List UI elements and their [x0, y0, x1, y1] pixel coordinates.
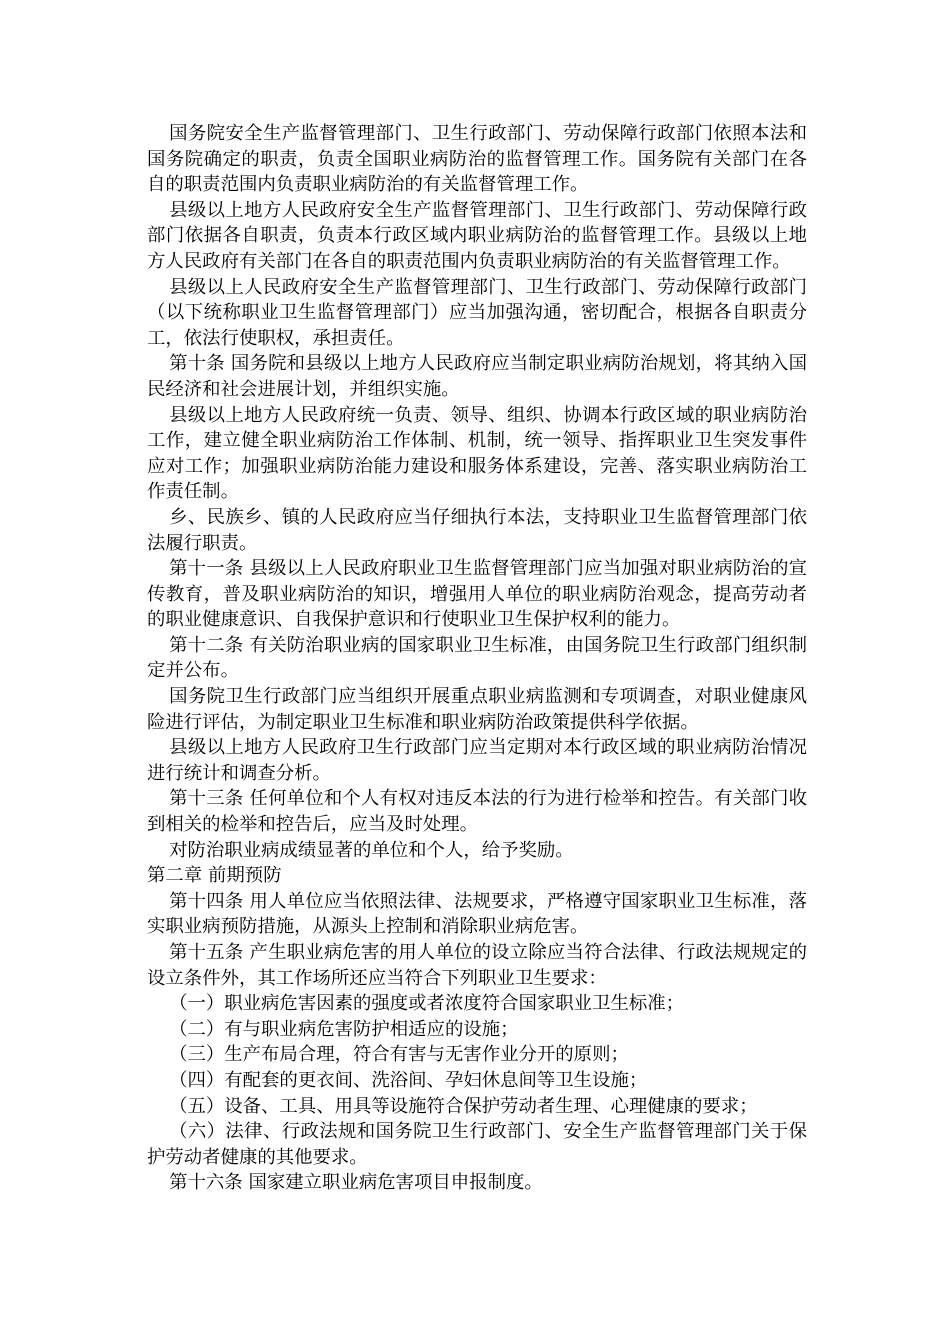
- paragraph: 县级以上地方人民政府统一负责、领导、组织、协调本行政区域的职业病防治工作，建立健全职业病防治工作体制、机制，统一领导、指挥职业卫生突发事件应对工作；加强职业病防治能力建设和服务体系建设，完善、落实职业病防治工作责任制。: [147, 404, 807, 503]
- list-item: （三）生产布局合理，符合有害与无害作业分开的原则；: [169, 1044, 629, 1066]
- paragraph: 县级以上人民政府安全生产监督管理部门、卫生行政部门、劳动保障行政部门（以下统称职业卫生监督管理部门）应当加强沟通，密切配合，根据各自职责分工，依法行使职权，承担责任。: [147, 276, 807, 349]
- paragraph: 国务院卫生行政部门应当组织开展重点职业病监测和专项调查，对职业健康风险进行评估，为制定职业卫生标准和职业病防治政策提供科学依据。: [147, 686, 807, 733]
- chapter-heading: 第二章 前期预防: [147, 865, 282, 887]
- article-14: 第十四条 用人单位应当依照法律、法规要求，严格遵守国家职业卫生标准，落实职业病预防措施，从源头上控制和消除职业病危害。: [147, 890, 807, 938]
- list-item: （一）职业病危害因素的强度或者浓度符合国家职业卫生标准；: [169, 993, 685, 1015]
- paragraph: 乡、民族乡、镇的人民政府应当仔细执行本法，支持职业卫生监督管理部门依法履行职责。: [147, 506, 807, 554]
- paragraph: 县级以上地方人民政府安全生产监督管理部门、卫生行政部门、劳动保障行政部门依据各自职责，负责本行政区域内职业病防治的监督管理工作。县级以上地方人民政府有关部门在各自的职责范围内负责职业病防治的有关监督管理工作。: [147, 199, 807, 272]
- document-body: [147, 121, 807, 1196]
- list-item: （二）有与职业病危害防护相适应的设施；: [169, 1018, 519, 1040]
- article-16: 第十六条 国家建立职业病危害项目申报制度。: [169, 1172, 543, 1194]
- article-15: 第十五条 产生职业病危害的用人单位的设立除应当符合法律、行政法规规定的设立条件外，其工作场所还应当符合下列职业卫生要求：: [147, 942, 807, 989]
- list-item: （四）有配套的更衣间、洗浴间、孕妇休息间等卫生设施；: [169, 1069, 648, 1091]
- article-11: 第十一条 县级以上人民政府职业卫生监督管理部门应当加强对职业病防治的宣传教育，普及职业病防治的知识，增强用人单位的职业病防治观念，提高劳动者的职业健康意识、自我保护意识和行使职业卫生保护权利的能力。: [147, 558, 807, 631]
- list-item: （六）法律、行政法规和国务院卫生行政部门、安全生产监督管理部门关于保护劳动者健康的其他要求。: [147, 1121, 807, 1168]
- paragraph: 县级以上地方人民政府卫生行政部门应当定期对本行政区域的职业病防治情况进行统计和调查分析。: [147, 737, 807, 784]
- article-10: 第十条 国务院和县级以上地方人民政府应当制定职业病防治规划，将其纳入国民经济和社会进展计划，并组织实施。: [147, 353, 807, 400]
- article-12: 第十二条 有关防治职业病的国家职业卫生标准，由国务院卫生行政部门组织制定并公布。: [147, 634, 807, 682]
- article-13: 第十三条 任何单位和个人有权对违反本法的行为进行检举和控告。有关部门收到相关的检举和控告后，应当及时处理。: [147, 788, 807, 836]
- paragraph: 对防治职业病成绩显著的单位和个人，给予奖励。: [169, 839, 574, 861]
- paragraph: 国务院安全生产监督管理部门、卫生行政部门、劳动保障行政部门依照本法和国务院确定的职责，负责全国职业病防治的监督管理工作。国务院有关部门在各自的职责范围内负责职业病防治的有关监督管理工作。: [147, 123, 807, 196]
- list-item: （五）设备、工具、用具等设施符合保护劳动者生理、心理健康的要求；: [169, 1095, 758, 1117]
